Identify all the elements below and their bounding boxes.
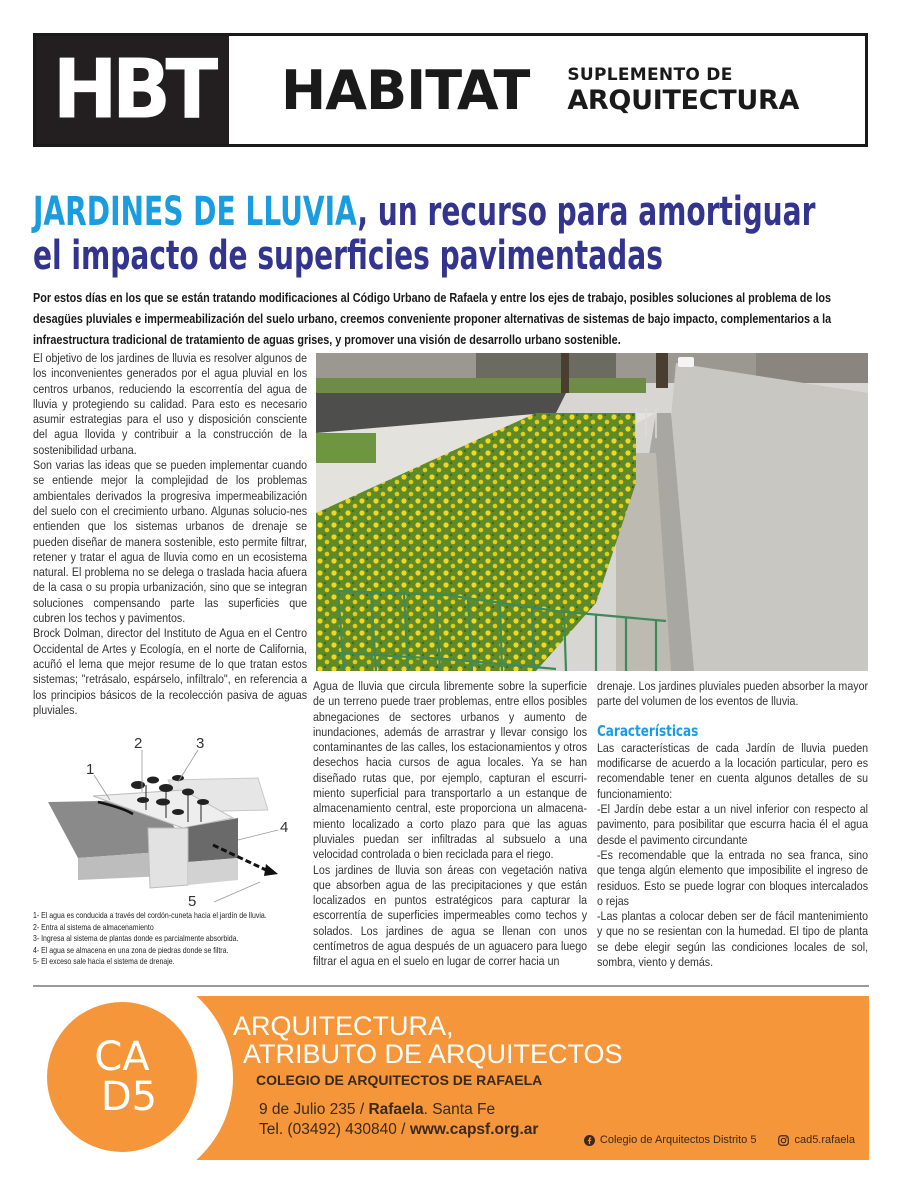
ad-website-link[interactable]: www.capsf.org.ar bbox=[409, 1121, 539, 1138]
diagram-caption bbox=[33, 910, 313, 968]
masthead-title: HABITAT bbox=[281, 58, 530, 122]
address-street: 9 de Julio 235 / bbox=[259, 1101, 369, 1118]
hbt-logo bbox=[36, 36, 229, 144]
hbt-logo-text: HBT bbox=[52, 42, 213, 138]
paragraph: -El Jardín debe estar a un nivel inferior con respecto al pavimento, para posibilitar que escurra hacia él el agua desde el pavimento circundante bbox=[597, 802, 869, 847]
paragraph: Son varias las ideas que se pueden implementar cuando se entiende mejor la complejidad de los problemas ambientales derivados la progresiva impermeabilización del suelo con el crecimiento urbano. Algunas solucio-nes entienden que los sistemas urbanos de drenaje se pueden diseñar de manera sostenible, esto permite filtrar, retener y tratar el agua de lluvia como en un ecosistema natural. El problema no se delega o traslada hacia afuera de la casa o su propia urbanización, sino que se integran soluciones compensando parte las superficies que cubren los techos y pavimentos. bbox=[33, 458, 308, 626]
headline-line1 bbox=[33, 189, 816, 235]
diagram-label-4: 4 bbox=[280, 819, 289, 836]
paragraph: Agua de lluvia que circula libremente sobre la superficie de un terreno puede traer problemas, entre ellos posibles abnegaciones de sectores urbanos y aumento de inundaciones, además de arrastrar y llevar consigo los contaminantes de las calles, los estacionamientos y otros desechos hacia cursos de agua locales. Ya se han diseñado rutas que, por ejemplo, capturan el escurri-miento superficial para transportarlo a un estanque de almacenamiento central, este proporciona un almacena-miento localizado a corto plazo para que las aguas pluviales puedan ser infiltradas al subsuelo a una velocidad controlada o bien reciclada para el riego. bbox=[313, 679, 588, 862]
paragraph: -Las plantas a colocar deben ser de fácil mantenimiento y que no se resientan con la humedad. El tipo de planta se debe elegir según las condiciones locales de sol, sombra, viento y demás. bbox=[597, 909, 869, 970]
ad-organization: COLEGIO DE ARQUITECTOS DE RAFAELA bbox=[256, 1072, 543, 1088]
headline-rest: , un recurso para amortiguar bbox=[357, 189, 816, 235]
facebook-icon bbox=[584, 1135, 595, 1146]
ad-title-line2: ATRIBUTO DE ARQUITECTOS bbox=[243, 1039, 623, 1069]
instagram-link[interactable]: cad5.rafaela bbox=[794, 1134, 855, 1146]
paragraph: El objetivo de los jardines de lluvia es resolver algunos de los inconvenientes generados por el agua pluvial en los centros urbanos, reduciendo la escorrentía del agua de lluvia y protegiendo su calidad. Para esto es necesario asumir estrategias para el uso y disposición consciente del agua llovida y contribuir a la construcción de la sostenibilidad urbana. bbox=[33, 351, 308, 457]
caption-item: 5- El exceso sale hacia el sistema de drenaje. bbox=[33, 957, 175, 967]
caption-item: 2- Entra al sistema de almacenamiento bbox=[33, 922, 154, 932]
rain-garden-photo bbox=[316, 353, 868, 671]
headline-line2: el impacto de superficies pavimentadas bbox=[33, 233, 663, 279]
cad5-advertisement bbox=[33, 996, 869, 1160]
masthead bbox=[33, 33, 868, 147]
caption-item: 4- El agua se almacena en una zona de piedras donde se filtra. bbox=[33, 945, 229, 955]
instagram-icon bbox=[778, 1135, 789, 1146]
lead-text: Por estos días en los que se están tratando modificaciones al Código Urbano de Rafaela y entre los ejes de trabajo, posibles soluciones al problema de los desagües pluviales e impermeabilización del suelo urbano, creemos conveniente proponer alternativas de sistemas de bajo impacto, complementarios a la infraestructura tradicional de tratamiento de aguas grises, y promover una visión de desarrollo urbano sostenible. bbox=[33, 290, 832, 347]
ad-title bbox=[233, 1012, 623, 1068]
article-column-3 bbox=[597, 679, 868, 970]
masthead-subtitle-line1: SUPLEMENTO DE bbox=[567, 64, 733, 85]
headline-highlight: JARDINES DE LLUVIA bbox=[33, 189, 358, 235]
caption-item: 1- El agua es conducida a través del cordón-cuneta hacia el jardín de lluvia. bbox=[33, 911, 267, 920]
article-lead bbox=[33, 287, 871, 350]
diagram-label-1: 1 bbox=[86, 761, 95, 778]
diagram-label-3: 3 bbox=[196, 735, 205, 752]
ad-phone-web bbox=[259, 1120, 538, 1140]
facebook-link[interactable]: Colegio de Arquitectos Distrito 5 bbox=[599, 1134, 757, 1146]
paragraph: drenaje. Los jardines pluviales pueden absorber la mayor parte del volumen de los eventos de lluvia. bbox=[597, 679, 869, 709]
cad5-logo bbox=[47, 1002, 197, 1152]
divider bbox=[33, 985, 869, 987]
paragraph: Brock Dolman, director del Instituto de Agua en el Centro Occidental de Artes y Ecología, en el norte de California, acuñó el lema que mejor resume de lo que tratan estos sistemas; "retrásalo, espárselo, infíltralo", en referencia a los principios básicos de la recolección pasiva de aguas pluviales. bbox=[33, 626, 308, 717]
ad-address bbox=[259, 1100, 538, 1120]
diagram-illustration bbox=[38, 730, 308, 908]
ad-phone: Tel. (03492) 430840 / bbox=[259, 1121, 410, 1138]
masthead-subtitle bbox=[567, 36, 799, 144]
diagram-label-2: 2 bbox=[134, 735, 143, 752]
ad-title-line1: ARQUITECTURA, bbox=[233, 1011, 454, 1041]
article-headline bbox=[33, 190, 873, 278]
address-province: . Santa Fe bbox=[423, 1101, 496, 1118]
caption-item: 3- Ingresa al sistema de plantas donde es parcialmente absorbida. bbox=[33, 934, 239, 944]
article-column-2 bbox=[313, 679, 587, 970]
paragraph: Los jardines de lluvia son áreas con vegetación nativa que absorben agua de las precipitaciones y que están localizados en puntos estratégicos para capturar la escorrentía de superficies impermeables como techos y solados. Los jardines de agua se llenan con unos centímetros de agua después de un aguacero para luego filtrar el agua en el suelo en lugar de correr hacia un bbox=[313, 862, 588, 969]
paragraph: Las características de cada Jardín de lluvia pueden modificarse de acuerdo a la locación particular, pero es recomendable tener en cuenta algunos detalles de su funcionamiento: bbox=[597, 740, 869, 801]
cad5-logo-line2: D5 bbox=[100, 1074, 158, 1120]
photo-illustration bbox=[316, 353, 868, 671]
section-heading-caracteristicas: Características bbox=[597, 721, 699, 740]
ad-contact bbox=[259, 1100, 538, 1140]
paragraph: -Es recomendable que la entrada no sea franca, sino que tenga algún elemento que imposibilite el ingreso de residuos. Esto se puede lograr con bloques intercalados o rejas bbox=[597, 847, 869, 908]
address-city: Rafaela bbox=[368, 1101, 424, 1118]
masthead-subtitle-line2: ARQUITECTURA bbox=[567, 84, 800, 116]
diagram-label-5: 5 bbox=[188, 893, 197, 908]
article-column-1 bbox=[33, 351, 307, 718]
cad5-logo-line1: CA bbox=[94, 1034, 150, 1080]
ad-social-links bbox=[584, 1134, 855, 1146]
rain-garden-diagram bbox=[38, 730, 308, 908]
